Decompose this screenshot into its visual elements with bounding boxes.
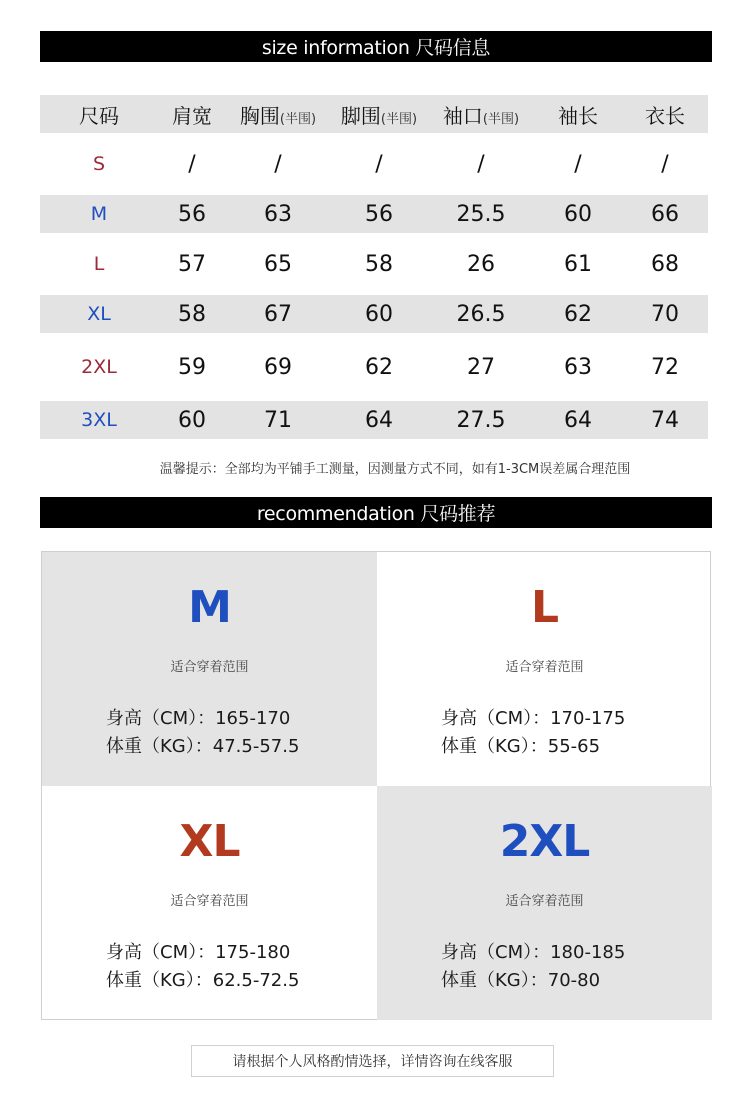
table-header-row — [40, 95, 708, 133]
fit-range-label: 适合穿着范围 — [505, 894, 584, 909]
value-cell: / — [477, 151, 485, 177]
value-cell: 74 — [651, 407, 679, 433]
height-range: 身高（CM）：175-180 — [106, 942, 291, 963]
value-cell: / — [574, 151, 582, 177]
value-cell: 60 — [365, 301, 393, 327]
recommended-size: L — [530, 582, 559, 633]
row-size-label: M — [90, 203, 108, 225]
measurement-note: 温馨提示：全部均为平铺手工测量，因测量方式不同，如有1-3CM误差属合理范围 — [159, 462, 631, 477]
weight-range: 体重（KG）：55-65 — [441, 736, 601, 757]
value-cell: 61 — [564, 251, 592, 277]
recommendation-header — [40, 497, 712, 528]
value-cell: 26 — [467, 251, 495, 277]
table-row — [40, 133, 708, 195]
recommendation-card-m — [42, 552, 377, 786]
header-size: 尺码 — [79, 103, 119, 128]
value-cell: 68 — [651, 251, 679, 277]
value-cell: 26.5 — [456, 301, 506, 327]
weight-range: 体重（KG）：62.5-72.5 — [106, 970, 300, 991]
header-cuff: 袖口(半围) — [442, 103, 520, 128]
row-size-label: S — [92, 153, 106, 175]
value-cell: / — [188, 151, 196, 177]
recommended-size: M — [188, 582, 231, 633]
fit-range-label: 适合穿着范围 — [505, 660, 584, 675]
header-hem: 脚围(半围) — [340, 103, 418, 128]
recommendation-card-l — [377, 552, 712, 786]
value-cell: 72 — [651, 354, 679, 380]
table-row — [40, 233, 708, 295]
value-cell: 71 — [264, 407, 292, 433]
value-cell: 60 — [564, 201, 592, 227]
table-row — [40, 401, 708, 439]
value-cell: 56 — [365, 201, 393, 227]
fit-range-label: 适合穿着范围 — [170, 894, 249, 909]
header-shoulder: 肩宽 — [172, 103, 212, 128]
value-cell: 64 — [365, 407, 393, 433]
value-cell: 60 — [178, 407, 206, 433]
value-cell: 59 — [178, 354, 206, 380]
value-cell: 66 — [651, 201, 679, 227]
value-cell: 58 — [365, 251, 393, 277]
value-cell: 63 — [264, 201, 292, 227]
recommendation-card-xl — [42, 786, 377, 1020]
value-cell: 67 — [264, 301, 292, 327]
value-cell: / — [274, 151, 282, 177]
value-cell: 63 — [564, 354, 592, 380]
value-cell: 62 — [365, 354, 393, 380]
value-cell: 27 — [467, 354, 495, 380]
value-cell: / — [661, 151, 669, 177]
value-cell: 27.5 — [456, 407, 506, 433]
height-range: 身高（CM）：165-170 — [106, 708, 291, 729]
recommended-size: 2XL — [499, 816, 590, 867]
value-cell: 57 — [178, 251, 206, 277]
height-range: 身高（CM）：180-185 — [441, 942, 626, 963]
size-information-header — [40, 31, 712, 62]
recommended-size: XL — [179, 816, 240, 867]
recommendation-grid — [41, 551, 711, 1020]
table-row — [40, 195, 708, 233]
footer-note — [191, 1045, 554, 1077]
footer-text: 请根据个人风格酌情选择，详情咨询在线客服 — [232, 1054, 513, 1070]
value-cell: 69 — [264, 354, 292, 380]
value-cell: / — [375, 151, 383, 177]
header-body-length: 衣长 — [645, 103, 685, 128]
row-size-label: 2XL — [81, 356, 117, 378]
value-cell: 58 — [178, 301, 206, 327]
value-cell: 62 — [564, 301, 592, 327]
recommendation-card-2xl — [377, 786, 712, 1020]
header-sleeve-length: 袖长 — [558, 103, 598, 128]
weight-range: 体重（KG）：47.5-57.5 — [106, 736, 300, 757]
value-cell: 70 — [651, 301, 679, 327]
row-size-label: 3XL — [81, 409, 117, 431]
size-information-title: size information 尺码信息 — [261, 37, 491, 59]
fit-range-label: 适合穿着范围 — [170, 660, 249, 675]
recommendation-title: recommendation 尺码推荐 — [256, 503, 496, 525]
table-row — [40, 295, 708, 333]
table-row — [40, 333, 708, 401]
row-size-label: L — [93, 253, 105, 275]
header-chest: 胸围(半围) — [239, 103, 317, 128]
value-cell: 56 — [178, 201, 206, 227]
height-range: 身高（CM）：170-175 — [441, 708, 626, 729]
weight-range: 体重（KG）：70-80 — [441, 970, 601, 991]
size-table — [40, 95, 708, 439]
value-cell: 65 — [264, 251, 292, 277]
value-cell: 64 — [564, 407, 592, 433]
value-cell: 25.5 — [456, 201, 506, 227]
row-size-label: XL — [87, 303, 111, 325]
